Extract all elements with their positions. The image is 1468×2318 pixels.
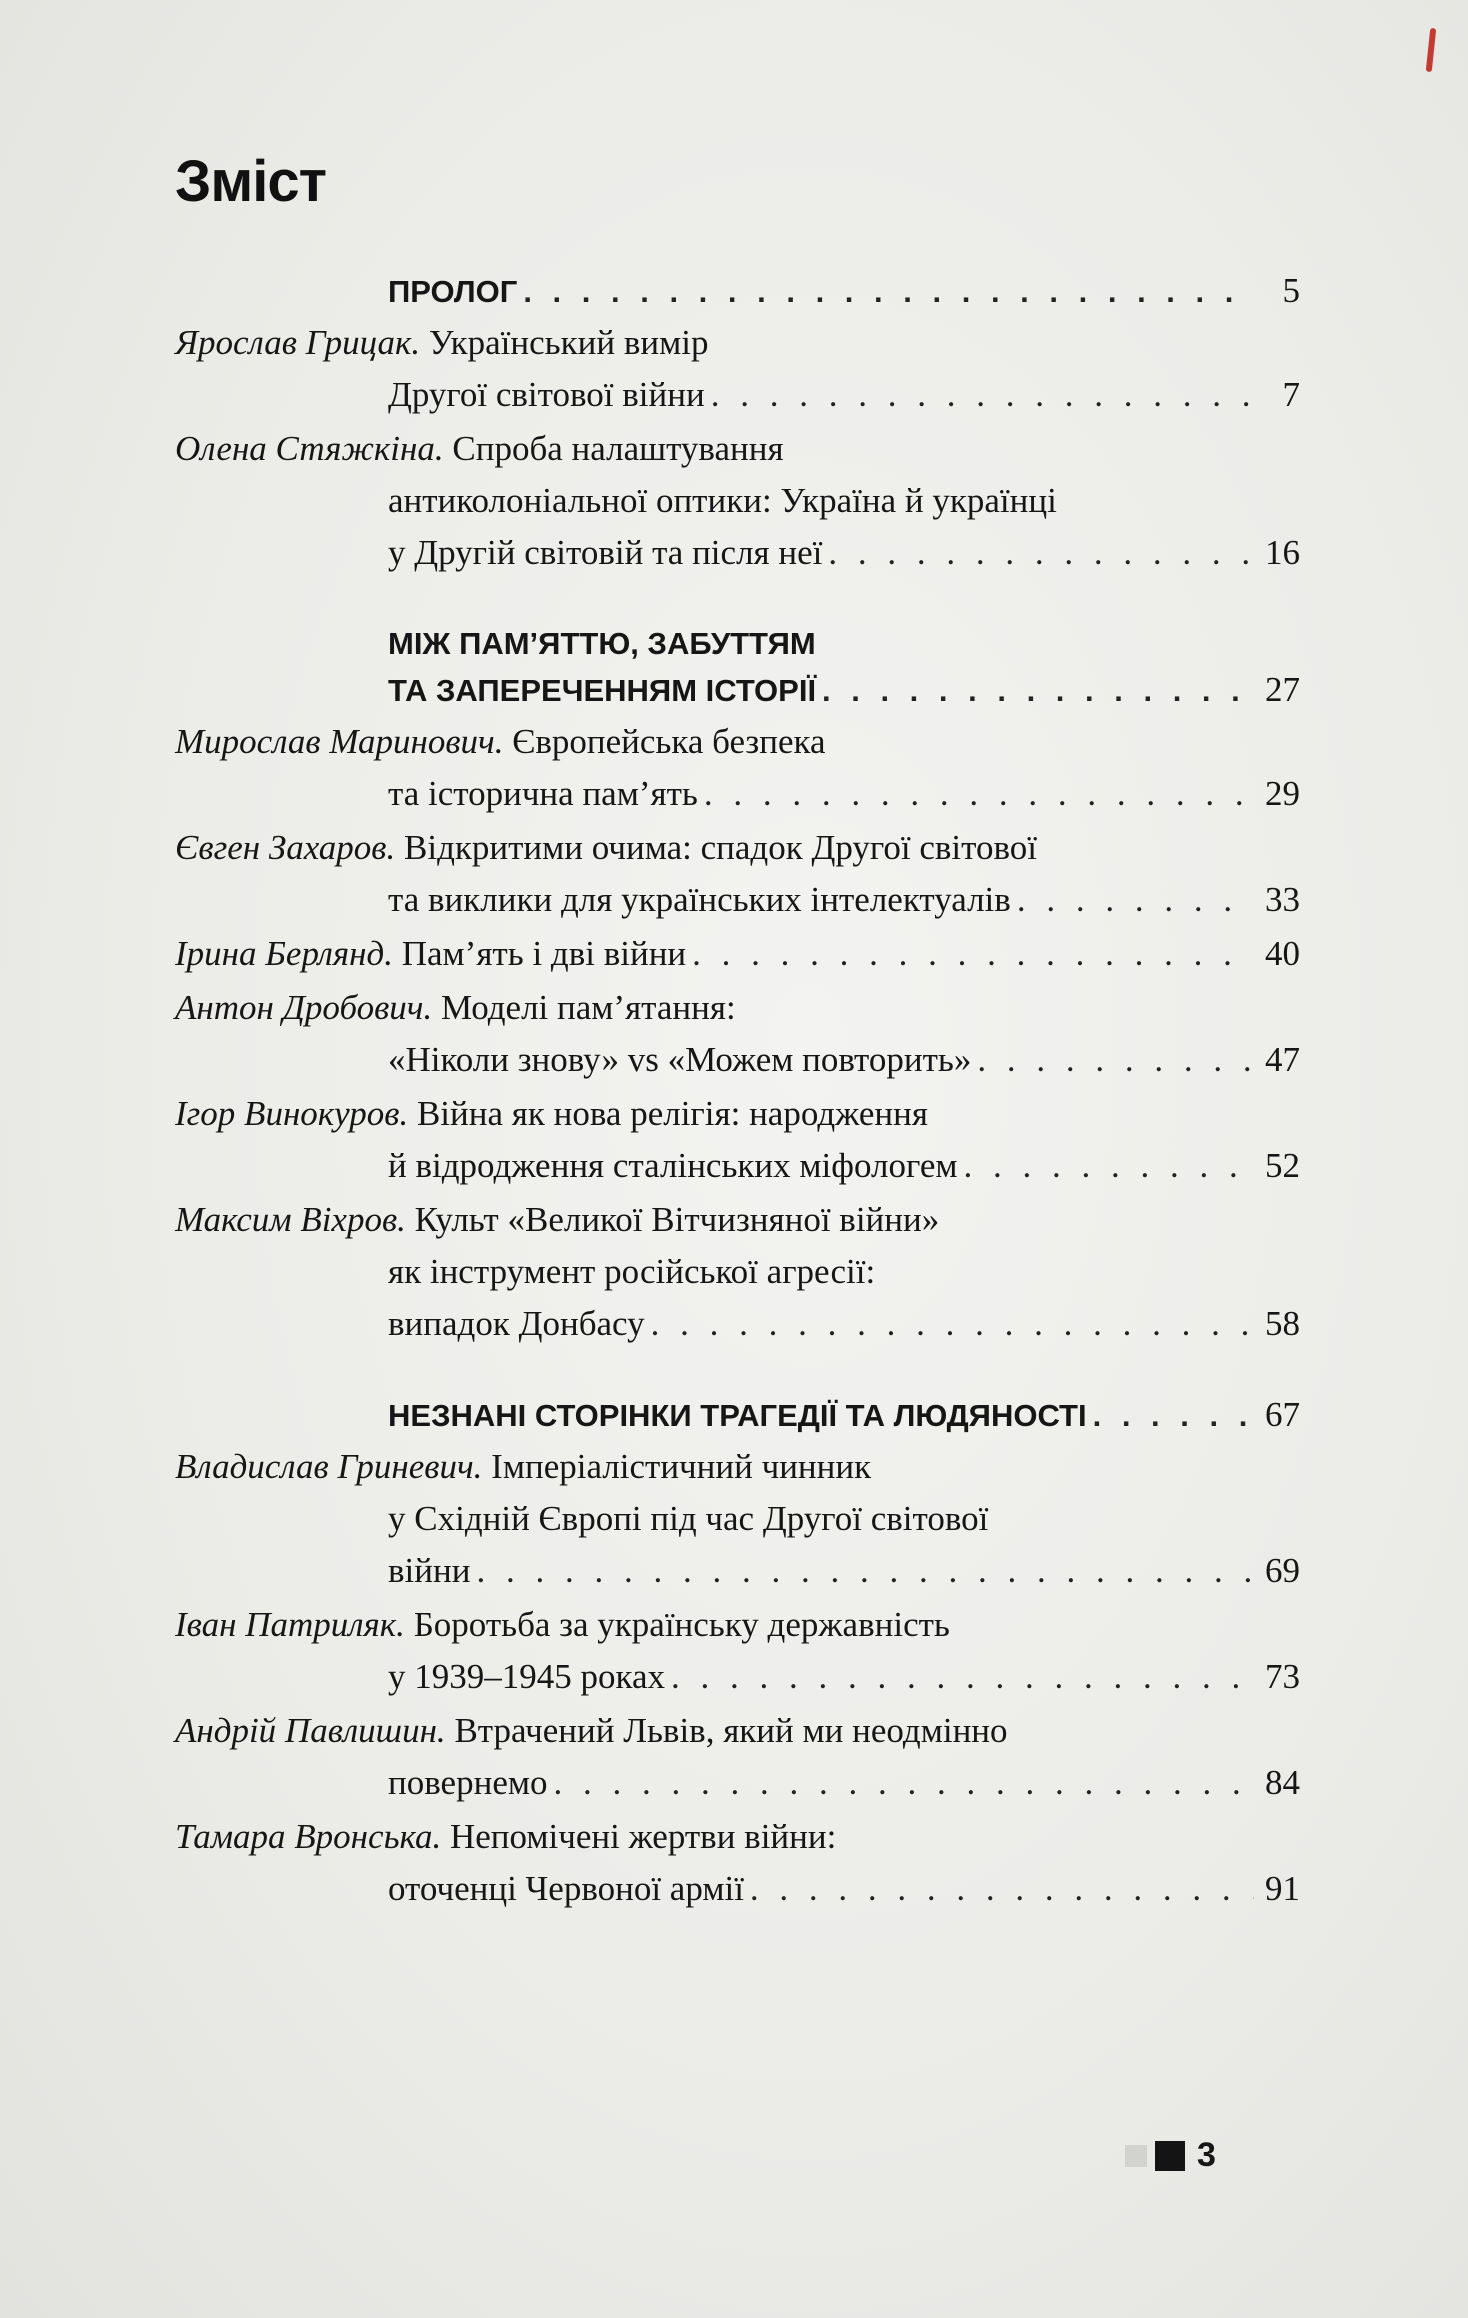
toc-line	[175, 1863, 1300, 1915]
article-title-line: та історична пам’ять	[388, 774, 698, 813]
dot-leader	[822, 668, 1254, 714]
toc-line	[175, 527, 1300, 579]
author-name: Максим Віхров.	[175, 1200, 406, 1239]
ghost-square-icon	[1125, 2145, 1147, 2167]
article-title-line: Втрачений Львів, який ми неодмінно	[445, 1711, 1008, 1750]
line-text	[388, 1140, 958, 1192]
page-reference: 91	[1265, 1869, 1300, 1908]
dot-leader	[523, 269, 1254, 315]
toc-line	[175, 982, 1300, 1034]
line-text	[388, 1298, 645, 1350]
article-title-line: Пам’ять і дві війни	[392, 934, 687, 973]
toc-line	[175, 1493, 1300, 1545]
author-name: Андрій Павлишин.	[175, 1711, 446, 1750]
toc-entry	[175, 716, 1300, 820]
article-title-line: випадок Донбасу	[388, 1304, 645, 1343]
dot-leader	[711, 369, 1254, 421]
table-of-contents	[0, 262, 1468, 1915]
author-name: Іван Патриляк.	[175, 1605, 405, 1644]
line-text	[388, 874, 1011, 926]
toc-line	[175, 822, 1300, 874]
page-reference: 47	[1265, 1040, 1300, 1079]
page-reference: 16	[1265, 533, 1300, 572]
dot-leader	[651, 1298, 1254, 1350]
toc-line	[175, 369, 1300, 421]
bookmark-ribbon	[1426, 28, 1437, 72]
author-name: Ярослав Грицак.	[175, 323, 421, 362]
article-title-line: Європейська безпека	[503, 722, 826, 761]
page-reference: 58	[1265, 1304, 1300, 1343]
dot-leader	[964, 1140, 1254, 1192]
toc-line	[388, 667, 1300, 714]
article-title-line: Моделі пам’ятання:	[432, 988, 736, 1027]
toc-entry	[175, 928, 1300, 980]
toc-line	[175, 317, 1300, 369]
author-name: Ірина Берлянд.	[175, 934, 393, 973]
article-title-line: Український вимір	[420, 323, 709, 362]
author-name: Ігор Винокуров.	[175, 1094, 409, 1133]
toc-entry	[175, 1599, 1300, 1703]
article-title-line: повернемо	[388, 1763, 548, 1802]
line-text	[388, 1863, 744, 1915]
toc-entry	[175, 982, 1300, 1086]
dot-leader	[1093, 1393, 1254, 1439]
page-reference: 40	[1265, 934, 1300, 973]
dot-leader	[704, 768, 1254, 820]
toc-section-heading	[388, 621, 1300, 714]
section-title-line: МІЖ ПАМ’ЯТТЮ, ЗАБУТТЯМ	[388, 626, 816, 661]
article-title-line: Боротьба за українську державність	[404, 1605, 950, 1644]
article-title-line: як інструмент російської агресії:	[388, 1252, 876, 1291]
dot-leader	[828, 527, 1254, 579]
line-text	[388, 1651, 665, 1703]
page-reference: 69	[1265, 1551, 1300, 1590]
dot-leader	[977, 1034, 1254, 1086]
toc-line	[175, 423, 1300, 475]
toc-line	[175, 1651, 1300, 1703]
article-title-line: у 1939–1945 роках	[388, 1657, 666, 1696]
toc-line	[175, 928, 1300, 980]
toc-line	[175, 475, 1300, 527]
line-text	[388, 369, 705, 421]
dot-leader	[476, 1545, 1254, 1597]
line-text	[388, 527, 822, 579]
line-text	[388, 1545, 470, 1597]
toc-line	[175, 1194, 1300, 1246]
dot-leader	[1017, 874, 1254, 926]
article-title-line: й відродження сталінських міфологем	[388, 1146, 958, 1185]
toc-entry	[175, 1441, 1300, 1597]
article-title-line: Непомічені жертви війни:	[441, 1817, 837, 1856]
toc-line	[175, 1140, 1300, 1192]
toc-section-heading	[388, 268, 1300, 315]
page-reference: 29	[1265, 774, 1300, 813]
page-reference: 5	[1282, 271, 1300, 310]
line-text	[388, 1034, 971, 1086]
toc-line	[388, 268, 1300, 315]
page-reference: 52	[1265, 1146, 1300, 1185]
toc-line	[175, 1088, 1300, 1140]
toc-line	[175, 716, 1300, 768]
toc-line	[175, 1705, 1300, 1757]
dot-leader	[750, 1863, 1254, 1915]
article-title-line: Відкритими очима: спадок Другої світової	[395, 828, 1037, 867]
toc-line	[175, 1034, 1300, 1086]
toc-entry	[175, 317, 1300, 421]
page-reference: 84	[1265, 1763, 1300, 1802]
black-square-icon	[1155, 2141, 1185, 2171]
toc-line	[175, 874, 1300, 926]
section-title-line: ПРОЛОГ	[388, 274, 518, 309]
article-title-line: «Ніколи знову» vs «Можем повторить»	[388, 1040, 972, 1079]
author-name: Владислав Гриневич.	[175, 1447, 483, 1486]
toc-line	[175, 1757, 1300, 1809]
toc-line	[175, 1599, 1300, 1651]
toc-entry	[175, 1088, 1300, 1192]
dot-leader	[692, 928, 1254, 980]
toc-line	[175, 1811, 1300, 1863]
dot-leader	[554, 1757, 1255, 1809]
article-title-line: Імперіалістичний чинник	[482, 1447, 872, 1486]
article-title-line: у Східній Європі під час Другої світової	[388, 1499, 989, 1538]
section-title-line: НЕЗНАНІ СТОРІНКИ ТРАГЕДІЇ ТА ЛЮДЯНОСТІ	[388, 1398, 1087, 1433]
toc-entry	[175, 423, 1300, 579]
section-title-line: ТА ЗАПЕРЕЧЕННЯМ ІСТОРІЇ	[388, 673, 816, 708]
toc-line	[175, 1441, 1300, 1493]
toc-line	[388, 1392, 1300, 1439]
toc-line	[175, 1545, 1300, 1597]
page-number: 3	[1197, 2136, 1216, 2174]
page-footer	[1125, 2136, 1216, 2175]
toc-entry	[175, 1194, 1300, 1350]
line-text	[388, 768, 698, 820]
author-name: Антон Дробович.	[175, 988, 433, 1027]
article-title-line: Спроба налаштування	[443, 429, 784, 468]
toc-section-heading	[388, 1392, 1300, 1439]
page-reference: 33	[1265, 880, 1300, 919]
article-title-line: Війна як нова релігія: народження	[408, 1094, 928, 1133]
article-title-line: у Другій світовій та після неї	[388, 533, 823, 572]
toc-entry	[175, 1811, 1300, 1915]
line-text	[175, 928, 686, 980]
page-reference: 27	[1265, 670, 1300, 709]
author-name: Мирослав Маринович.	[175, 722, 504, 761]
author-name: Євген Захаров.	[175, 828, 396, 867]
article-title-line: Другої світової війни	[388, 375, 705, 414]
page-reference: 73	[1265, 1657, 1300, 1696]
author-name: Олена Стяжкіна.	[175, 429, 444, 468]
author-name: Тамара Вронська.	[175, 1817, 442, 1856]
toc-entry	[175, 822, 1300, 926]
toc-line	[175, 768, 1300, 820]
article-title-line: Культ «Великої Вітчизняної війни»	[405, 1200, 940, 1239]
toc-line	[175, 1298, 1300, 1350]
article-title-line: антиколоніальної оптики: Україна й українці	[388, 481, 1057, 520]
article-title-line: оточенці Червоної армії	[388, 1869, 744, 1908]
article-title-line: війни	[388, 1551, 471, 1590]
page-title: Зміст	[175, 149, 327, 214]
article-title-line: та виклики для українських інтелектуалів	[388, 880, 1011, 919]
page-reference: 67	[1265, 1395, 1300, 1434]
toc-entry	[175, 1705, 1300, 1809]
line-text	[388, 1757, 548, 1809]
page-reference: 7	[1282, 375, 1300, 414]
toc-line	[175, 1246, 1300, 1298]
dot-leader	[671, 1651, 1254, 1703]
